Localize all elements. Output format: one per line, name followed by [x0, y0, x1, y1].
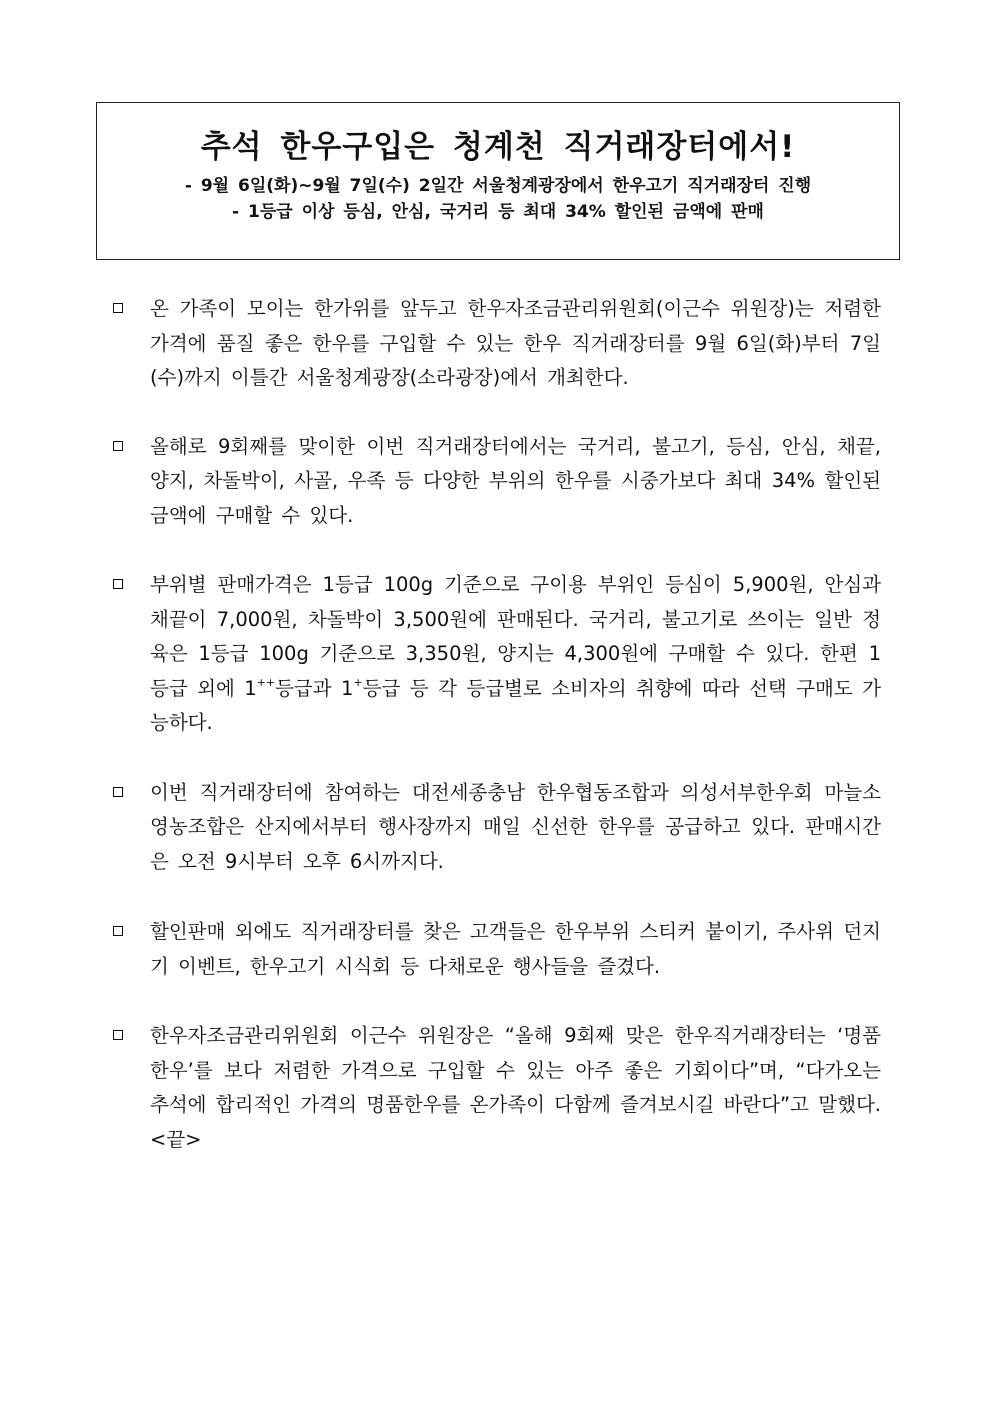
paragraph-event-intro	[113, 292, 881, 396]
article-body	[113, 292, 881, 1157]
page-title: 추석 한우구입은 청계천 직거래장터에서!	[200, 129, 796, 165]
paragraph-prices	[113, 568, 881, 741]
subtitle-discount: - 1등급 이상 등심, 안심, 국거리 등 최대 34% 할인된 금액에 판매	[232, 202, 764, 222]
paragraph-text-c: 등급 등 각 등급별로 소비자의 취향에 따라 선택 구매도 가능하다.	[150, 676, 881, 734]
square-bullet-icon	[113, 787, 123, 797]
square-bullet-icon	[113, 926, 123, 936]
square-bullet-icon	[113, 441, 123, 451]
paragraph-text: 온 가족이 모이는 한가위를 앞두고 한우자조금관리위원회(이근수 위원장)는 저렴한 가격에 품질 좋은 한우를 구입할 수 있는 한우 직거래장터를 9월 6일(화)부터 7일(수)까지 이틀간 서울청계광장(소라광장)에서 개최한다.	[150, 297, 881, 389]
paragraph-text: 올해로 9회째를 맞이한 이번 직거래장터에서는 국거리, 불고기, 등심, 안심, 채끝, 양지, 차돌박이, 사골, 우족 등 다양한 부위의 한우를 시중가보다 최대 34% 할인된 금액에 구매할 수 있다.	[150, 434, 881, 527]
square-bullet-icon	[113, 303, 123, 313]
paragraph-text: 이번 직거래장터에 참여하는 대전세종충남 한우협동조합과 의성서부한우회 마늘소영농조합은 산지에서부터 행사장까지 매일 신선한 한우를 공급하고 있다. 판매시간은 오전 9시부터 오후 6시까지다.	[150, 780, 881, 873]
paragraph-quote	[113, 1019, 881, 1157]
paragraph-events	[113, 915, 881, 984]
subtitle-dates: - 9월 6일(화)~9월 7일(수) 2일간 서울청계광장에서 한우고기 직거래장터 진행	[184, 176, 812, 196]
paragraph-text: 할인판매 외에도 직거래장터를 찾은 고객들은 한우부위 스티커 붙이기, 주사위 던지기 이벤트, 한우고기 시식회 등 다채로운 행사들을 즐겼다.	[150, 920, 881, 978]
paragraph-text: 한우자조금관리위원회 이근수 위원장은 “올해 9회째 맞은 한우직거래장터는 ‘명품한우’를 보다 저렴한 가격으로 구입할 수 있는 아주 좋은 기회이다”며, “다가오는 추석에 합리적인 가격의 명품한우를 온가족이 다함께 즐겨보시길 바란다”고 말했다.<끝>	[150, 1024, 881, 1151]
paragraph-text-a: 부위별 판매가격은 1등급 100g 기준으로 구이용 부위인 등심이 5,900원, 안심과 채끝이 7,000원, 차돌박이 3,500원에 판매된다. 국거리, 불고기로 쓰이는 일반 정육은 1등급 100g 기준으로 3,350원, 양지는 4,300원에 구매할 수 있다. 한편 1등급 외에 1	[150, 573, 881, 700]
paragraph-participants	[113, 776, 881, 880]
square-bullet-icon	[113, 1030, 123, 1040]
grade-superscript-plusplus: ++	[256, 675, 276, 689]
headline-box	[96, 102, 900, 260]
square-bullet-icon	[113, 579, 123, 589]
paragraph-cuts-discount	[113, 430, 881, 534]
paragraph-text-b: 등급과 1	[275, 676, 354, 700]
grade-superscript-plus: +	[353, 675, 363, 689]
